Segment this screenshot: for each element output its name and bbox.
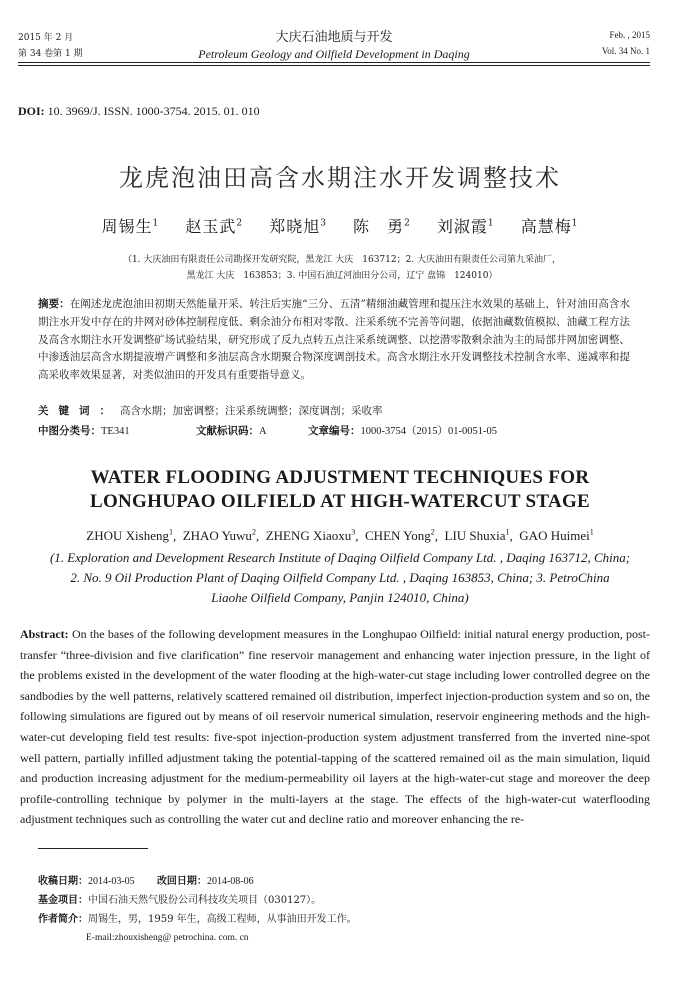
keywords-cn <box>38 403 630 418</box>
fund-label: 基金项目： <box>38 895 88 906</box>
affiliation-cn-line: 黑龙江 大庆 163853；3. 中国石油辽河油田分公司，辽宁 盘锦 124010） <box>186 271 498 281</box>
received-value: 2014-03-05 <box>88 876 135 887</box>
affiliation-en-line: (1. Exploration and Development Research Institute of Daqing Oilfield Company Ltd. , Daqing 163712, China; <box>49 550 631 565</box>
abstract-cn-text: 在阐述龙虎泡油田初期天然能量开采、转注后实施“三分、五清”精细油藏管理和提压注水效果的基础上，针对油田高含水期注水开发中存在的井网对砂体控制程度低、剩余油分布相对零散、注采系统不完善等问题，依据油藏数值模拟、油藏工程方法及高含水期注水开发调整矿场试验结果，研究形成了反九点转五点注采系统调整、以挖潜零散剩余油为主的局部井网加密调整、中渗透油层高含水期提液增产调整和多油层高含水期聚合物深度调剖技术。高含水期注水开发调整技术控制含水率、递减率和提高采收率效果显著，对类似油田的开发具有重要指导意义。 <box>38 298 631 382</box>
doi-line: DOI: 10. 3969/J. ISSN. 1000-3754. 2015. 01. 010 <box>18 104 260 118</box>
header-rule-thin <box>18 65 650 66</box>
author-cn: 高慧梅$^1$ <box>520 217 579 236</box>
article-no-value: 1000-3754（2015）01-0051-05 <box>360 426 497 437</box>
doc-code-label: 文献标识码： <box>196 425 259 437</box>
footnote-rule <box>38 848 148 849</box>
revised-label: 改回日期： <box>156 876 207 887</box>
author-email[interactable]: E-mail:zhouxisheng@ petrochina. com. cn <box>86 933 249 943</box>
running-header <box>18 26 650 94</box>
doc-code-value: A <box>259 426 267 437</box>
header-volume-cn: 第 34 卷第 1 期 <box>18 49 83 59</box>
author-cn: 周锡生$^1$ <box>101 217 160 236</box>
author-cn: 郑晓旭$^3$ <box>269 217 327 236</box>
received-label: 收稿日期： <box>38 876 88 887</box>
author-cn: 陈 勇$^2$ <box>353 217 411 236</box>
footnote-dates <box>38 872 630 891</box>
header-volume-en: Vol. 34 No. 1 <box>601 46 650 56</box>
footnote <box>38 872 630 948</box>
abstract-en-text: On the bases of the following development measures in the Longhupao Oilfield: initial natural energy production, post-transfer “three-division and five clarification” fine reservoir management and enhancing water injection pressure, in the light of the problems existed in the development of the water flooding at the high-water-cut stage including lower controlled degree on the sandbodies by the well patterns, relatively scattered remained oil distribution, imperfect injection-production system and so on, the following simulations are figured out by means of oil reservoir numerical simulation, reservoir engineering methods and the high-water-cut developing field test results: five-spot injection-production system adjustment transferred from the inverted nine-spot well pattern, partially infilled adjustment taking the potential-tapping of the scattered remained oil as the main simulation, liquid and production increasing adjustment for the medium-permeability oil layers at the high-water-cut stage and moreover the deep profile-controlling technique by polymer in the multi-layers at the stage. The effects of the high-water-cut waterflooding adjustment techniques such as controlling the water cut and decline ratio and moreover enhancing the re- <box>20 627 650 827</box>
footnote-fund <box>38 891 630 910</box>
keywords-cn-text: 高含水期；加密调整；注采系统调整；深度调剖；采收率 <box>120 405 383 417</box>
affiliations-en <box>30 548 650 608</box>
abstract-cn <box>38 296 630 385</box>
author-en: CHEN Yong$^2$ <box>365 528 435 544</box>
authors-cn <box>0 214 680 237</box>
author-en: GAO Huimei$^1$ <box>519 528 594 544</box>
footnote-author <box>38 910 630 929</box>
affiliation-en-line: 2. No. 9 Oil Production Plant of Daqing Oilfield Company Ltd. , Daqing 163853, China; 3. PetroChina <box>70 570 610 585</box>
abstract-cn-label: 摘要： <box>38 298 70 310</box>
author-cn: 赵玉武$^2$ <box>185 217 244 236</box>
classification-cn <box>38 423 630 438</box>
affiliation-cn-line: （1. 大庆油田有限责任公司勘探开发研究院，黑龙江 大庆 163712；2. 大庆油田有限责任公司第九采油厂， <box>122 255 562 265</box>
author-en: LIU Shuxia$^1$ <box>444 528 510 544</box>
author-bio-value: 周锡生，男，1959 年生，高级工程师，从事油田开发工作。 <box>88 914 357 925</box>
affiliations-cn <box>80 252 604 284</box>
title-en-line: LONGHUPAO OILFIELD AT HIGH-WATERCUT STAGE <box>89 491 591 512</box>
author-en: ZHAO Yuwu$^2$ <box>182 528 256 544</box>
clc-value: TE341 <box>101 426 130 437</box>
doi-label: DOI <box>18 104 41 118</box>
header-journal-en: Petroleum Geology and Oilfield Development in Daqing <box>198 47 470 61</box>
fund-value: 中国石油天然气股份公司科技攻关项目（030127）。 <box>88 895 322 906</box>
header-date-cn: 2015 年 2 月 <box>18 33 74 43</box>
revised-value: 2014-08-06 <box>206 876 254 887</box>
header-rule-thick <box>18 62 650 63</box>
abstract-en <box>20 624 650 830</box>
affiliation-en-line: Liaohe Oilfield Company, Panjin 124010, China) <box>211 590 469 605</box>
authors-en: ZHOU Xisheng$^1$, ZHAO Yuwu$^2$, ZHENG Xiaoxu$^3$, CHEN Yong$^2$, LIU Shuxia$^1$, GAO Huimei$^1$ <box>86 528 594 544</box>
author-bio-label: 作者简介： <box>38 914 88 925</box>
author-cn: 刘淑霞$^1$ <box>436 217 495 236</box>
author-en: ZHENG Xiaoxu$^3$ <box>265 528 356 544</box>
header-journal-cn: 大庆石油地质与开发 <box>275 30 393 45</box>
title-cn: 龙虎泡油田高含水期注水开发调整技术 <box>119 164 561 192</box>
header-date-en: Feb. , 2015 <box>609 30 650 40</box>
title-en-line: WATER FLOODING ADJUSTMENT TECHNIQUES FOR <box>90 467 590 488</box>
doi-value: 10. 3969/J. ISSN. 1000-3754. 2015. 01. 010 <box>47 104 260 118</box>
abstract-en-label: Abstract: <box>20 627 69 641</box>
author-en: ZHOU Xisheng$^1$ <box>86 528 173 544</box>
title-en <box>0 466 680 514</box>
keywords-cn-label: 关键词： <box>38 405 120 417</box>
article-no-label: 文章编号： <box>308 425 361 437</box>
clc-label: 中图分类号： <box>38 425 101 437</box>
